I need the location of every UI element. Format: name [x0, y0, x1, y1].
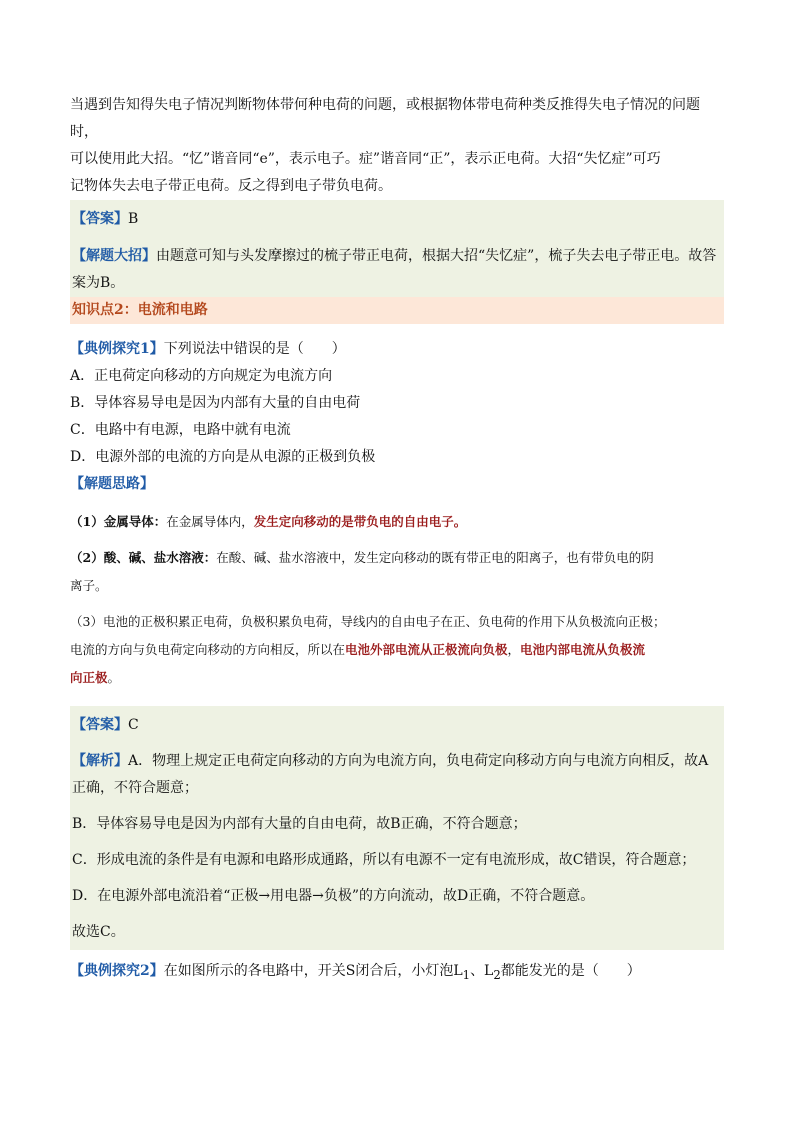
thinking-tag: 【解题思路】	[70, 476, 154, 492]
analysis-a-line-1: 【解析】A．物理上规定正电荷定向移动的方向为电流方向，负电荷定向移动方向与电流方向相反，故A	[72, 753, 709, 769]
document-page	[70, 92, 724, 989]
dazhao-line-2: 案为B。	[72, 275, 125, 291]
intro-line-3: 记物体失去电子带正电荷。反之得到电子带负电荷。	[70, 178, 392, 194]
analysis-tag: 【解析】	[72, 753, 128, 769]
dazhao-tag: 【解题大招】	[72, 248, 156, 264]
thinking-p2-line-2: 离子。	[70, 578, 108, 593]
option-a: A．正电荷定向移动的方向规定为电流方向	[70, 368, 333, 384]
option-d: D．电源外部的电流的方向是从电源的正极到负极	[70, 449, 376, 465]
thinking-p1: （1）金属导体：在金属导体内，发生定向移动的是带负电的自由电子。	[70, 514, 467, 529]
example-2-tag: 【典例探究2】	[70, 963, 164, 979]
analysis-a-line-2: 正确，不符合题意；	[72, 780, 198, 796]
answer-2: 【答案】C	[72, 717, 139, 733]
dazhao-line-1: 【解题大招】由题意可知与头发摩擦过的梳子带正电荷，根据大招“失忆症”，梳子失去电子带正电。故答	[72, 248, 717, 264]
option-c: C．电路中有电源，电路中就有电流	[70, 422, 291, 438]
analysis-conclusion: 故选C。	[72, 924, 125, 940]
intro-line-1: 当遇到告知得失电子情况判断物体带何种电荷的问题，或根据物体带电荷种类反推得失电子情况的问题时，	[70, 97, 700, 140]
thinking-p3-line-1: （3）电池的正极积累正电荷，负极积累负电荷，导线内的自由电子在正、负电荷的作用下从负极流向正极；	[70, 614, 666, 629]
thinking-p2-line-1: （2）酸、碱、盐水溶液：在酸、碱、盐水溶液中，发生定向移动的既有带正电的阳离子，也有带负电的阴	[70, 550, 654, 565]
answer-tag: 【答案】	[72, 211, 128, 227]
example-1-tag: 【典例探究1】	[70, 341, 164, 357]
knowledge-point-title: 知识点2：电流和电路	[70, 297, 724, 324]
answer-analysis-box	[70, 706, 724, 950]
intro-line-2: 可以使用此大招。“忆”谐音同“e”，表示电子。症”谐音同“正”，表示正电荷。大招“失忆症”可巧	[70, 151, 661, 167]
thinking-p3-line-2: 电流的方向与负电荷定向移动的方向相反，所以在电池外部电流从正极流向负极，电池内部电流从负极流	[70, 642, 646, 657]
analysis-c: C．形成电流的条件是有电源和电路形成通路，所以有电源不一定有电流形成，故C错误，符合题意；	[72, 852, 696, 868]
answer-value: B	[128, 211, 139, 227]
answer-dazhao-box	[70, 200, 724, 297]
example-2-question: 【典例探究2】在如图所示的各电路中，开关S闭合后，小灯泡$L_1$、$L_2$都能发光的是（ ）	[70, 963, 641, 982]
analysis-b: B．导体容易导电是因为内部有大量的自由电荷，故B正确，不符合题意；	[72, 816, 527, 832]
analysis-d: D．在电源外部电流沿着“正极→用电器→负极”的方向流动，故D正确，不符合题意。	[72, 888, 595, 904]
option-b: B．导体容易导电是因为内部有大量的自由电荷	[70, 395, 361, 411]
answer-1	[70, 206, 724, 233]
thinking-p3-line-3: 向正极。	[70, 670, 121, 685]
example-1-question: 【典例探究1】下列说法中错误的是（ ）	[70, 341, 346, 357]
